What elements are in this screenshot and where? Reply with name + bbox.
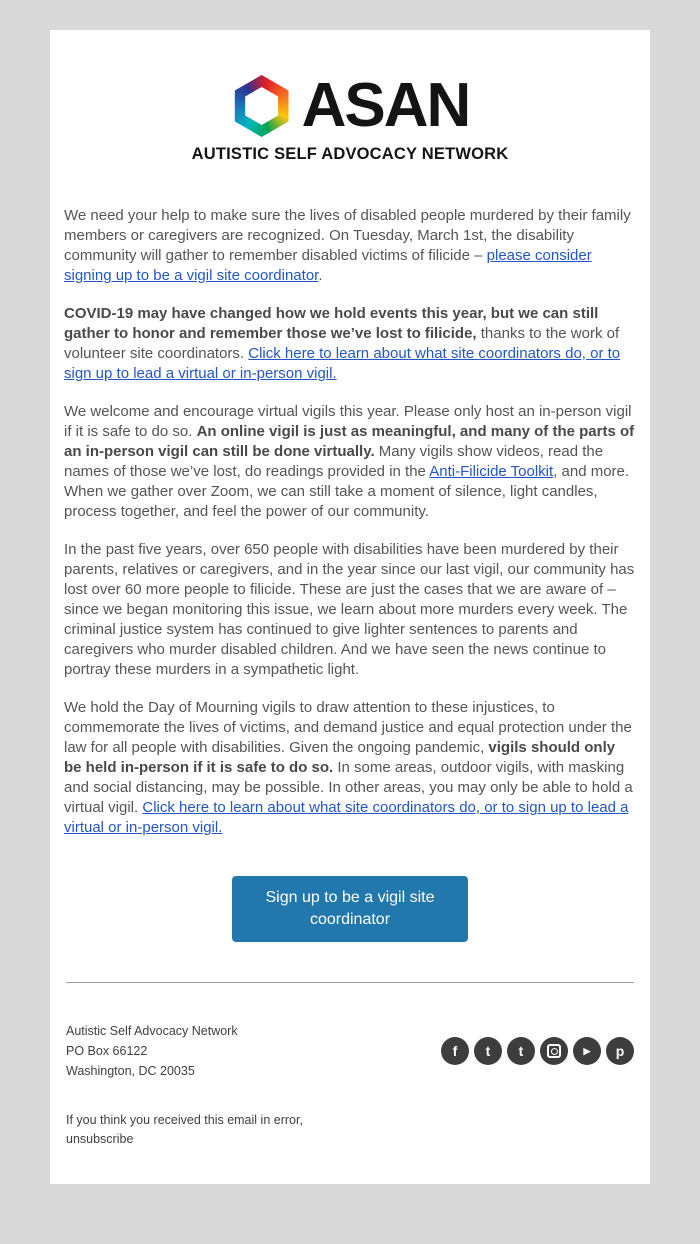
covid-text: thanks to the work of volunteer site coordinators. <box>64 325 620 362</box>
error-text: If you think you received this email in error, <box>66 1113 303 1127</box>
intro-text: We need your help to make sure the lives of disabled people murdered by their family members or caregivers are recognized. On Tuesday, March 1st, the disability community will gather to remember disabled victims of filicide – <box>64 207 631 264</box>
org-city: Washington, DC 20035 <box>66 1064 195 1078</box>
virtual-text-start: We welcome and encourage virtual vigils this year. Please only host an in-person vigil if it is safe to do so. <box>64 403 632 440</box>
statistics-text: In the past five years, over 650 people with disabilities have been murdered by their parents, relatives or caregivers, and in the year since our last vigil, our community has lost over 60 more people to filicide. These are just the cases that we are aware of – since we began monitoring this issue, we learn about more murders every week. The criminal justice system has continued to give lighter sentences to parents and caregivers who murder disabled children. And we have seen the news continue to portray these murders in a sympathetic light. <box>64 541 635 678</box>
asan-wordmark: ASAN <box>301 70 470 140</box>
social-links <box>441 1037 634 1065</box>
unsubscribe-link[interactable]: unsubscribe <box>66 1132 134 1146</box>
cta-container <box>64 876 636 942</box>
mourning-text-mid: In some areas, outdoor vigils, with masking and social distancing, may be possible. In other areas, you may only be able to hold a virtual vigil. <box>64 759 633 816</box>
footer <box>64 1021 636 1081</box>
intro-text-end: . <box>318 267 323 284</box>
error-note <box>64 1111 636 1149</box>
anti-filicide-toolkit-link[interactable]: Anti-Filicide Toolkit <box>429 463 554 480</box>
youtube-icon[interactable]: ▶ <box>573 1037 601 1065</box>
covid-bold-text: COVID-19 may have changed how we hold events this year, but we can still gather to honor and remember those we’ve lost to filicide, <box>64 305 599 342</box>
org-address <box>66 1021 238 1081</box>
paragraph-virtual <box>64 402 636 522</box>
site-coordinators-info-link-2[interactable]: Click here to learn about what site coordinators do, or to sign up to lead a virtual or in-person vigil. <box>64 799 629 836</box>
mourning-text-start: We hold the Day of Mourning vigils to draw attention to these injustices, to commemorate the lives of victims, and demand justice and equal protection under the law for all people with disabilities. Given the ongoing pandemic, <box>64 699 632 756</box>
paragraph-mourning <box>64 698 636 838</box>
paragraph-intro <box>64 206 636 286</box>
org-po-box: PO Box 66122 <box>66 1044 148 1058</box>
signup-button[interactable]: Sign up to be a vigil site coordinator <box>232 876 468 942</box>
tumblr-icon[interactable]: t <box>507 1037 535 1065</box>
virtual-text-end: , and more. When we gather over Zoom, we can still take a moment of silence, light candles, process together, and feel the power of our community. <box>64 463 630 520</box>
asan-logo-row <box>64 70 636 140</box>
pinterest-icon[interactable]: p <box>606 1037 634 1065</box>
asan-logo <box>64 70 636 164</box>
asan-tagline: AUTISTIC SELF ADVOCACY NETWORK <box>191 145 509 163</box>
paragraph-statistics <box>64 540 636 680</box>
paragraph-covid <box>64 304 636 384</box>
virtual-text-mid: Many vigils show videos, read the names of those we’ve lost, do readings provided in the <box>64 443 604 480</box>
org-name: Autistic Self Advocacy Network <box>66 1024 238 1038</box>
asan-hexagon-icon <box>231 75 293 137</box>
email-card <box>50 30 650 1184</box>
instagram-icon[interactable] <box>540 1037 568 1065</box>
twitter-icon[interactable]: t <box>474 1037 502 1065</box>
site-coordinators-info-link[interactable]: Click here to learn about what site coordinators do, or to sign up to lead a virtual or in-person vigil. <box>64 345 621 382</box>
facebook-icon[interactable]: f <box>441 1037 469 1065</box>
footer-divider <box>66 982 634 983</box>
signup-coordinator-link[interactable]: please consider signing up to be a vigil site coordinator <box>64 247 592 284</box>
email-body <box>64 206 636 838</box>
virtual-bold-text: An online vigil is just as meaningful, and many of the parts of an in-person vigil can still be done virtually. <box>64 423 635 460</box>
mourning-bold-text: vigils should only be held in-person if it is safe to do so. <box>64 739 616 776</box>
